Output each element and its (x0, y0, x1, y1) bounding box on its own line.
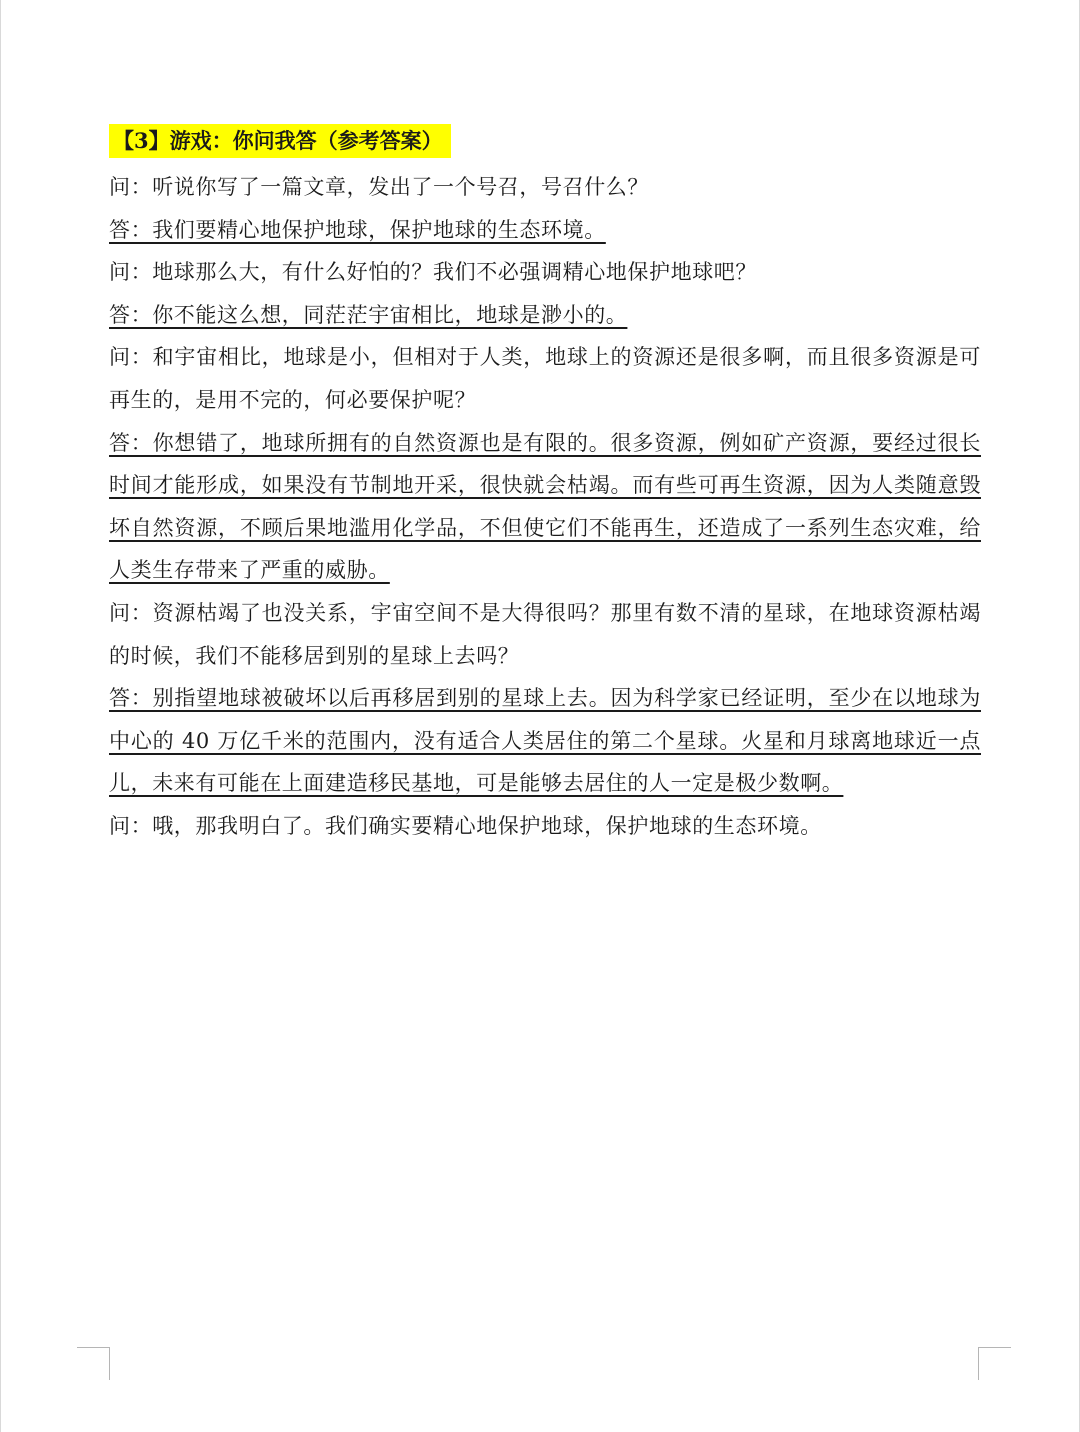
dialogue-question-3: 问：和宇宙相比，地球是小，但相对于人类，地球上的资源还是很多啊，而且很多资源是可再生的，是用不完的，何必要保护呢？ (109, 345, 981, 412)
margin-corner-mark-left (77, 1347, 110, 1380)
answer-text-1: 答：我们要精心地保护地球，保护地球的生态环境。 (109, 217, 606, 242)
dialogue-question-2: 问：地球那么大，有什么好怕的？我们不必强调精心地保护地球吧？ (109, 260, 757, 285)
dialogue-question-5: 问：哦，那我明白了。我们确实要精心地保护地球，保护地球的生态环境。 (109, 813, 822, 838)
answer-text-2: 答：你不能这么想，同茫茫宇宙相比，地球是渺小的。 (109, 302, 628, 327)
document-body (109, 124, 981, 848)
section-heading: 【3】游戏：你问我答（参考答案） (109, 124, 451, 158)
answer-text-4: 答：别指望地球被破坏以后再移居到别的星球上去。因为科学家已经证明，至少在以地球为中心的 40 万亿千米的范围内，没有适合人类居住的第二个星球。火星和月球离地球近一点儿，未来有可能在上面建造移民基地，可是能够去居住的人一定是极少数啊。 (109, 686, 981, 796)
dialogue-answer-2 (109, 294, 981, 337)
margin-corner-mark-right (978, 1347, 1011, 1380)
answer-text-3: 答：你想错了，地球所拥有的自然资源也是有限的。很多资源，例如矿产资源，要经过很长时间才能形成，如果没有节制地开采，很快就会枯竭。而有些可再生资源，因为人类随意毁坏自然资源，不顾后果地滥用化学品，不但使它们不能再生，还造成了一系列生态灾难，给人类生存带来了严重的威胁。 (109, 430, 981, 583)
dialogue-question-1: 问：听说你写了一篇文章，发出了一个号召，号召什么？ (109, 175, 649, 199)
dialogue-answer-3 (109, 422, 981, 592)
dialogue-answer-4 (109, 677, 981, 805)
page-edge-left (0, 0, 1, 1432)
dialogue-question-4: 问：资源枯竭了也没关系，宇宙空间不是大得很吗？那里有数不清的星球，在地球资源枯竭的时候，我们不能移居到别的星球上去吗？ (109, 600, 981, 668)
dialogue-answer-1 (109, 209, 981, 252)
